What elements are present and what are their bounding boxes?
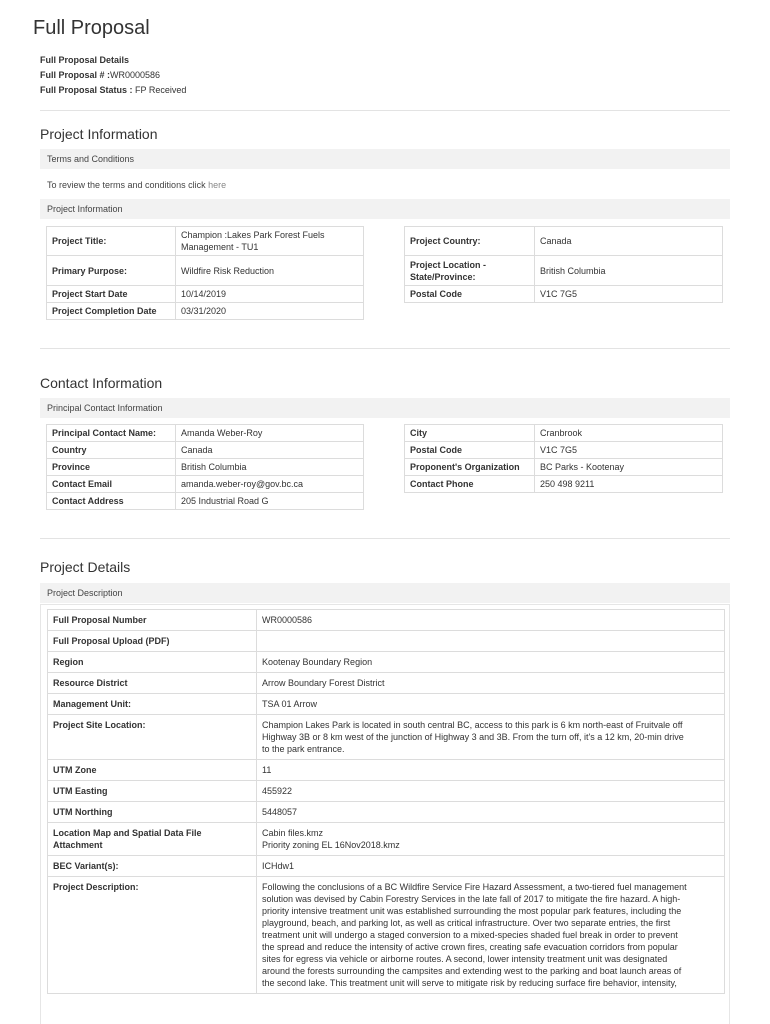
table-row	[47, 256, 364, 286]
field-label: Location Map and Spatial Data File Attachment	[48, 823, 257, 856]
field-value: Cranbrook	[535, 425, 723, 442]
field-label: Project Title:	[47, 227, 176, 256]
terms-link[interactable]: here	[208, 180, 227, 190]
table-row	[48, 652, 725, 673]
table-row	[47, 286, 364, 303]
section-title-project-information: Project Information	[40, 126, 158, 142]
project-details-table	[47, 609, 725, 994]
project-details-panel	[40, 604, 730, 1024]
field-label: Contact Email	[47, 476, 176, 493]
field-value: BC Parks - Kootenay	[535, 459, 723, 476]
table-row	[48, 610, 725, 631]
field-label: Project Country:	[405, 227, 535, 256]
field-label: Postal Code	[405, 442, 535, 459]
principal-contact-bar: Principal Contact Information	[40, 398, 730, 418]
terms-bar: Terms and Conditions	[40, 149, 730, 169]
table-row	[47, 425, 364, 442]
section-title-project-details: Project Details	[40, 559, 131, 575]
field-value	[257, 631, 725, 652]
divider	[40, 538, 730, 539]
terms-text: To review the terms and conditions click here	[47, 180, 227, 190]
project-info-left-table	[46, 226, 364, 320]
field-value: ICHdw1	[257, 856, 725, 877]
summary-status: Full Proposal Status : FP Received	[40, 85, 187, 95]
field-label: Project Location - State/Province:	[405, 256, 535, 286]
field-label: Management Unit:	[48, 694, 257, 715]
field-label: UTM Zone	[48, 760, 257, 781]
table-row	[47, 459, 364, 476]
field-value: WR0000586	[257, 610, 725, 631]
field-label: Proponent's Organization	[405, 459, 535, 476]
field-value: Canada	[176, 442, 364, 459]
table-row	[48, 631, 725, 652]
field-label: Project Description:	[48, 877, 257, 994]
table-row	[48, 877, 725, 994]
project-information-bar: Project Information	[40, 199, 730, 219]
field-label: Contact Phone	[405, 476, 535, 493]
field-label: Full Proposal Upload (PDF)	[48, 631, 257, 652]
field-label: BEC Variant(s):	[48, 856, 257, 877]
field-label: Contact Address	[47, 493, 176, 510]
field-label: UTM Easting	[48, 781, 257, 802]
field-label: Resource District	[48, 673, 257, 694]
field-value: 250 498 9211	[535, 476, 723, 493]
field-label: Country	[47, 442, 176, 459]
field-label: Province	[47, 459, 176, 476]
field-value: Amanda Weber-Roy	[176, 425, 364, 442]
table-row	[48, 823, 725, 856]
divider	[40, 110, 730, 111]
field-value: 10/14/2019	[176, 286, 364, 303]
table-row	[47, 442, 364, 459]
field-value: V1C 7G5	[535, 286, 723, 303]
field-label: City	[405, 425, 535, 442]
contact-info-right-table	[404, 424, 723, 493]
divider	[40, 348, 730, 349]
section-title-contact-information: Contact Information	[40, 375, 163, 391]
field-value: 205 Industrial Road G	[176, 493, 364, 510]
field-label: Principal Contact Name:	[47, 425, 176, 442]
field-value: Wildfire Risk Reduction	[176, 256, 364, 286]
attachment-list[interactable]: Cabin files.kmz Priority zoning EL 16Nov2018.kmz	[257, 823, 725, 856]
field-value: Champion :Lakes Park Forest Fuels Management - TU1	[176, 227, 364, 256]
table-row	[48, 856, 725, 877]
field-value: 455922	[257, 781, 725, 802]
field-value: 5448057	[257, 802, 725, 823]
page-title: Full Proposal	[33, 17, 150, 39]
field-label: Project Start Date	[47, 286, 176, 303]
field-value: amanda.weber-roy@gov.bc.ca	[176, 476, 364, 493]
field-value: 11	[257, 760, 725, 781]
table-row	[48, 760, 725, 781]
project-info-right-table	[404, 226, 723, 303]
field-label: Primary Purpose:	[47, 256, 176, 286]
field-value: Arrow Boundary Forest District	[257, 673, 725, 694]
table-row	[48, 781, 725, 802]
table-row	[405, 256, 723, 286]
field-value: British Columbia	[535, 256, 723, 286]
field-value: British Columbia	[176, 459, 364, 476]
field-label: Region	[48, 652, 257, 673]
table-row	[47, 227, 364, 256]
field-label: UTM Northing	[48, 802, 257, 823]
table-row	[47, 476, 364, 493]
table-row	[47, 303, 364, 320]
field-label: Project Completion Date	[47, 303, 176, 320]
field-value: Canada	[535, 227, 723, 256]
field-value: V1C 7G5	[535, 442, 723, 459]
table-row	[405, 425, 723, 442]
table-row	[47, 493, 364, 510]
summary-details-label: Full Proposal Details	[40, 55, 130, 65]
field-label: Full Proposal Number	[48, 610, 257, 631]
field-value: Kootenay Boundary Region	[257, 652, 725, 673]
table-row	[48, 673, 725, 694]
table-row	[405, 227, 723, 256]
field-label: Project Site Location:	[48, 715, 257, 760]
table-row	[405, 459, 723, 476]
table-row	[405, 476, 723, 493]
field-value: Following the conclusions of a BC Wildfire Service Fire Hazard Assessment, a two-tiered fuel management solution was devised by Cabin Forestry Services in the late fall of 2017 to mitigate the fire hazard. A high- priority intensive treatment unit was established surrounding the most popular park features, including the playground, beach, and parking lot, as well as critical infrastructure. Over two separate entries, the first treatment unit will undergo a staged conversion to a mixed-species shaded fuel break in order to prevent the spread and reduce the intensity of active crown fires, creating safe evacuation corridors from popular sites for egress via vehicle or airborne routes. A second, lower intensity treatment unit was designated around the forests surrounding the campsites and extending west to the parking and boat launch areas of the second lake. This treatment unit will serve to mitigate risk by reducing surface fire behavior, intensity,	[257, 877, 725, 994]
contact-info-left-table	[46, 424, 364, 510]
table-row	[48, 715, 725, 760]
proposal-summary	[40, 53, 186, 98]
field-value: Champion Lakes Park is located in south central BC, access to this park is 6 km north-east of Fruitvale off Highway 3B or 8 km west of the junction of Highway 3 and 3B. From the turn off, it's a 12 km, 20-min drive to the park entrance.	[257, 715, 725, 760]
table-row	[48, 694, 725, 715]
field-value: 03/31/2020	[176, 303, 364, 320]
field-value: TSA 01 Arrow	[257, 694, 725, 715]
table-row	[405, 442, 723, 459]
table-row	[48, 802, 725, 823]
summary-number: Full Proposal # :WR0000586	[40, 70, 161, 80]
table-row	[405, 286, 723, 303]
project-description-bar: Project Description	[40, 583, 730, 603]
field-label: Postal Code	[405, 286, 535, 303]
